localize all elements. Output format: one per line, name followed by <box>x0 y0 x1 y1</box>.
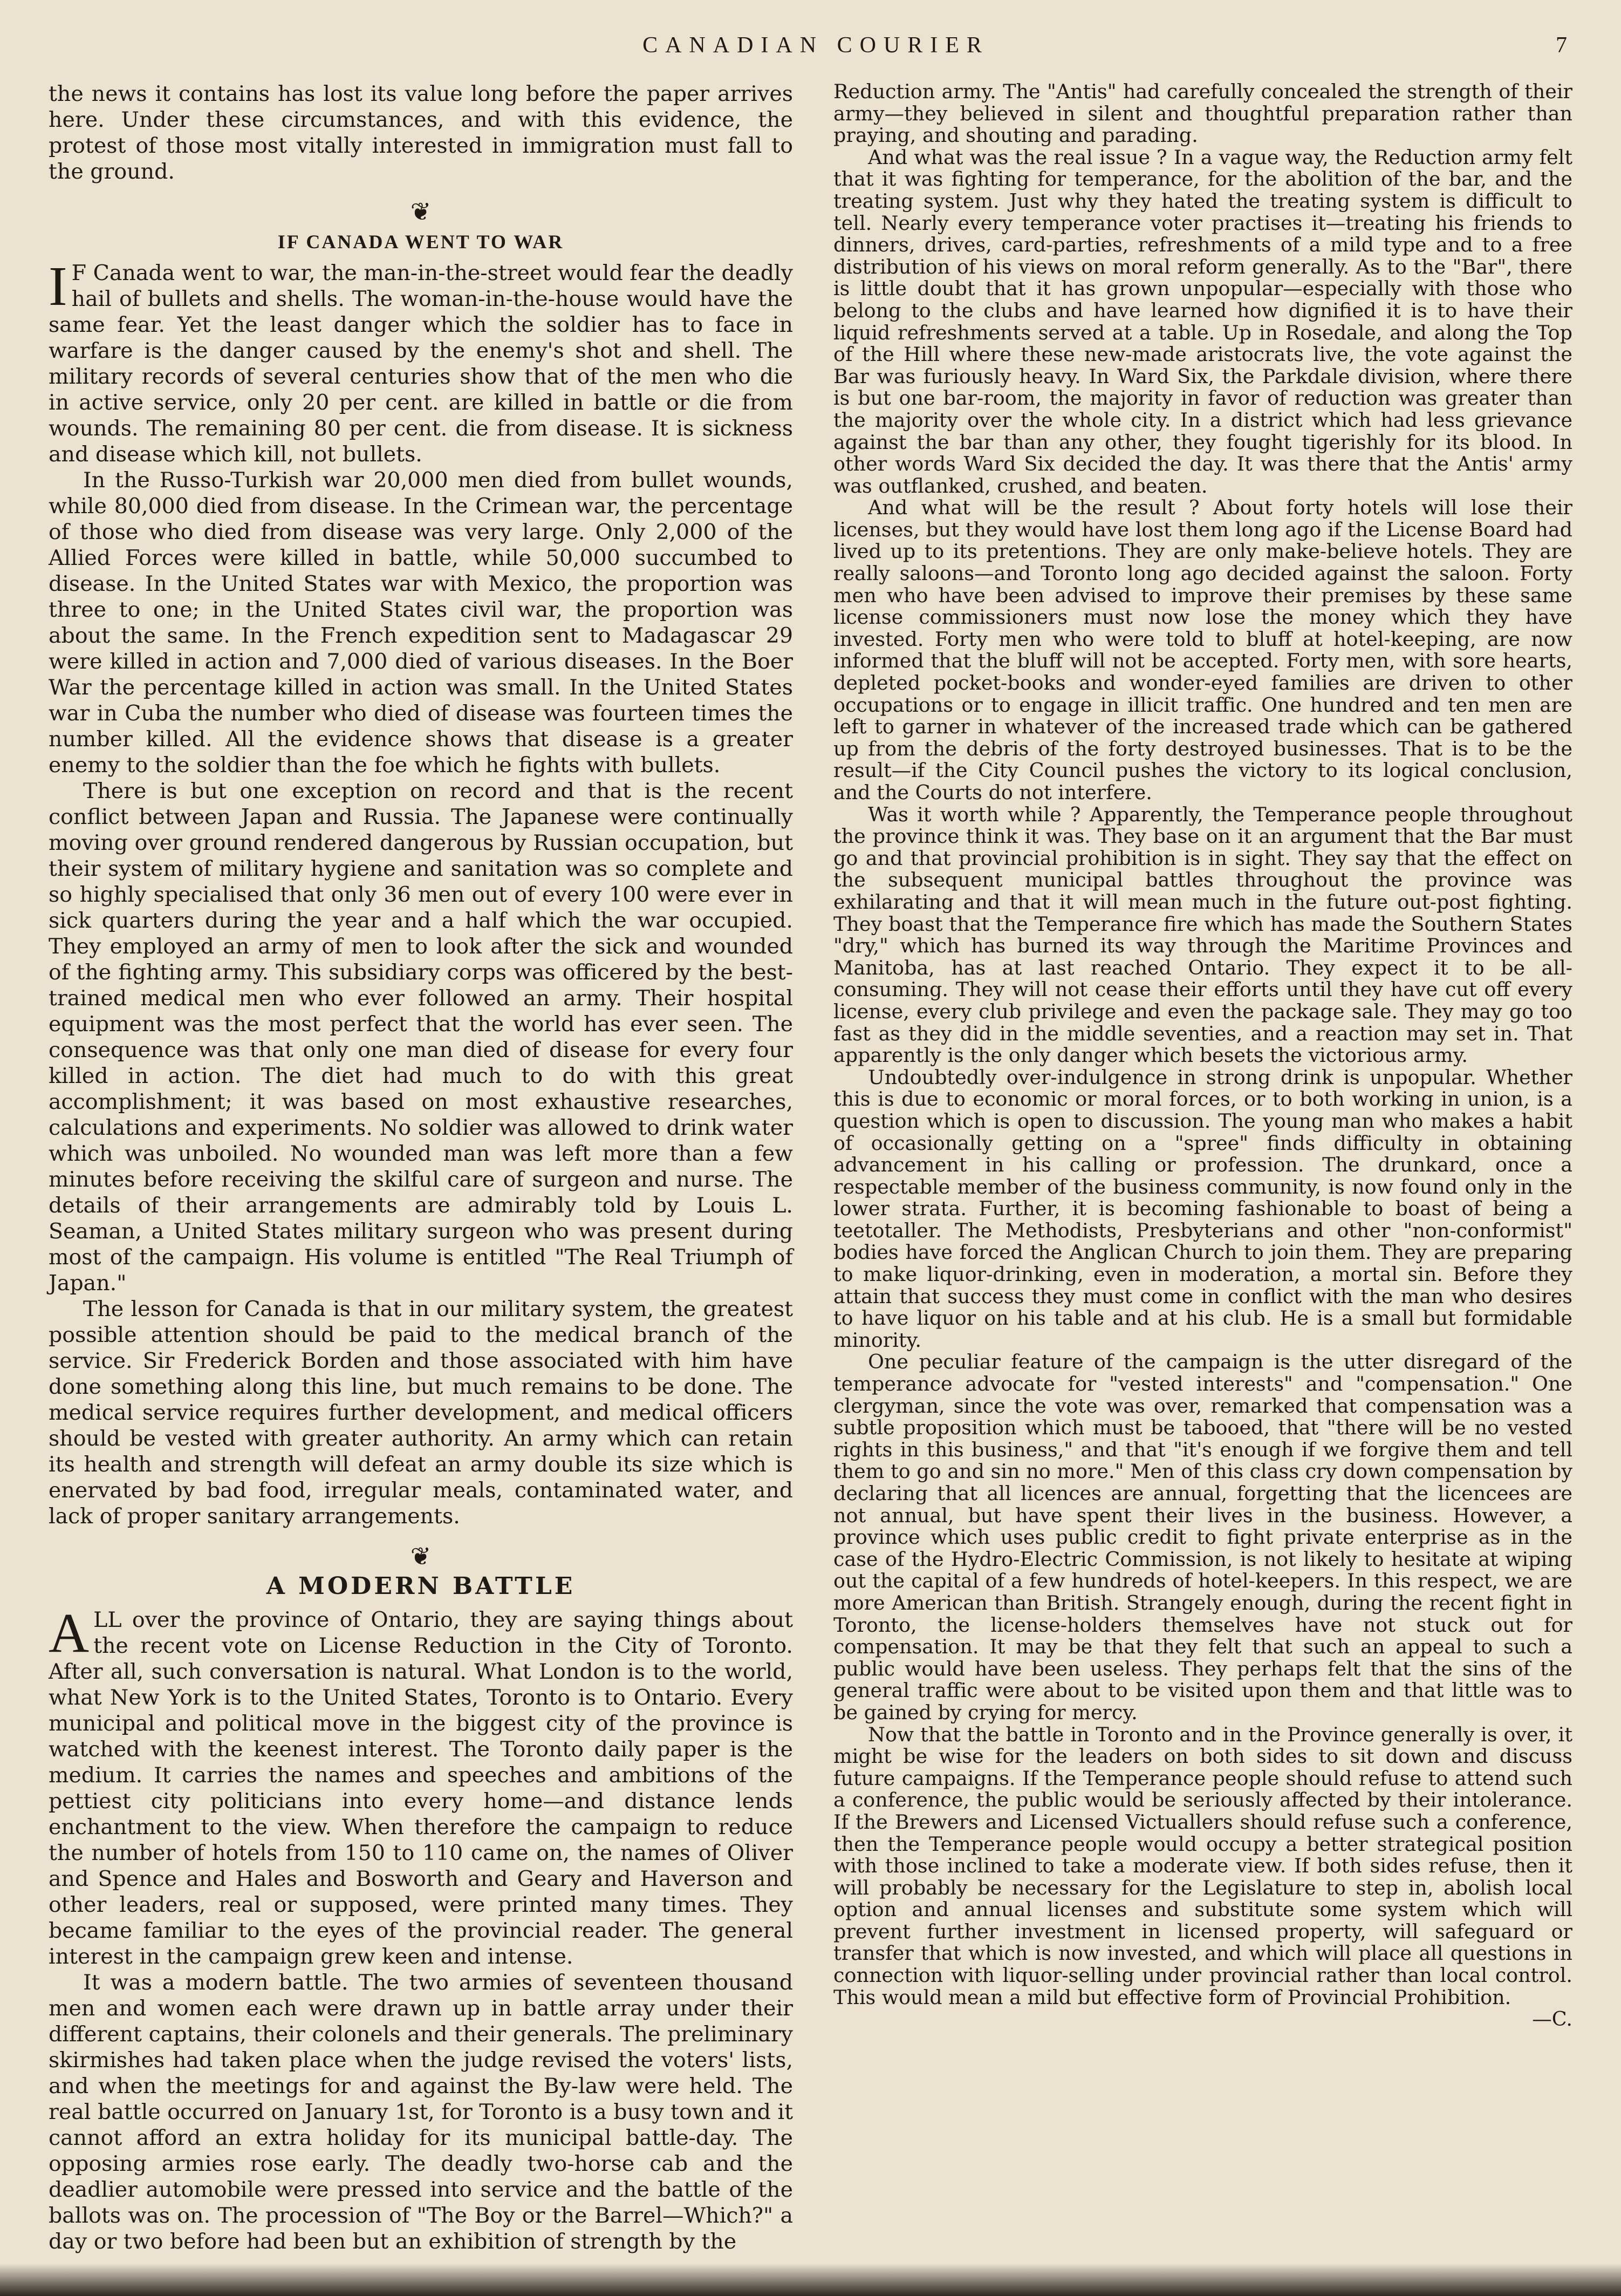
page-header <box>65 32 1567 70</box>
author-signature: —C. <box>1532 2007 1572 2031</box>
drop-cap: I <box>49 255 67 317</box>
page-number: 7 <box>1556 33 1567 58</box>
drop-cap: A <box>49 1602 90 1664</box>
paragraph: Was it worth while ? Apparently, the Temperance people throughout the province think it was. They base on it an argument that the Bar must go and that provincial prohibition is in sight. They say that the effect on the subsequent municipal battles throughout the province was exhilarating and that it will mean much in the future out-post fighting. They boast that the Temperance fire which has made the Southern States "dry," which has burned its way through the Maritime Provinces and Manitoba, has at last reached Ontario. They expect it to be all-consuming. They will not cease their efforts until they have cut off every license, every club privilege and even the package sale. They may go too fast as they did in the middle seventies, and a reaction may set in. That apparently is the only danger which besets the victorious army. <box>833 802 1572 1067</box>
paragraph: There is but one exception on record and that is the recent conflict between Japan and Russia. The Japanese were continually moving over ground rendered dangerous by Russian occupation, but their system of military hygiene and sanitation was so complete and so highly specialised that only 36 men out of every 100 were ever in sick quarters during the year and a half which the war occupied. They employed an army of men to look after the sick and wounded of the fighting army. This subsidiary corps was officered by the best-trained medical men who ever followed an army. Their hospital equipment was the most perfect that the world has ever seen. The consequence was that only one man died of disease for every four killed in action. The diet had much to do with this great accomplishment; it was based on most exhaustive researches, calculations and experiments. No soldier was allowed to drink water which was unboiled. No wounded man was left more than a few minutes before receiving the skilful care of surgeon and nurse. The details of their arrangements are admirably told by Louis L. Seaman, a United States military surgeon who was present during most of the campaign. His volume is entitled "The Real Triumph of Japan." <box>49 779 793 1296</box>
section-title-war: IF CANADA WENT TO WAR <box>277 231 564 253</box>
paragraph: Reduction army. The "Antis" had carefully concealed the strength of their army—they believed in silent and thoughtful preparation rather than praying, and shouting and parading. <box>833 80 1572 147</box>
paragraph: It was a modern battle. The two armies of seventeen thousand men and women each were drawn up in battle array under their different captains, their colonels and their generals. The preliminary skirmishes had taken place when the judge revised the voters' lists, and when the meetings for and against the By-law were held. The real battle occurred on January 1st, for Toronto is a busy town and it cannot afford an extra holiday for its municipal battle-day. The opposing armies rose early. The deadly two-horse cab and the deadlier automobile were pressed into service and the battle of the ballots was on. The procession of "The Boy or the Barrel—Which?" a day or two before had been but an exhibition of strength by the <box>49 1970 793 2254</box>
ornament-icon: ❦ <box>410 197 432 226</box>
right-column <box>833 81 1572 2239</box>
carryover-paragraph: the news it contains has lost its value long before the paper arrives here. Under these circumstances, and with this evidence, the protest of those most vitally interested in immigration must fall to the ground. <box>49 81 793 184</box>
paragraph: Now that the battle in Toronto and in the Province generally is over, it might be wise for the leaders on both sides to sit down and discuss future campaigns. If the Temperance people should refuse to attend such a conference, the public would be seriously affected by their intolerance. If the Brewers and Licensed Victuallers should refuse such a conference, then the Temperance people would occupy a better strategical position with those inclined to take a moderate view. If both sides refuse, then it will probably be necessary for the Legislature to step in, abolish local option and annual licenses and substitute some system which will prevent further investment in licensed property, will safeguard or transfer that which is now invested, and which will place all questions in connection with liquor-selling under provincial rather than local control. This would mean a mild but effective form of Provincial Prohibition. <box>833 1722 1572 2009</box>
magazine-title: CANADIAN COURIER <box>642 33 989 58</box>
paragraph-text: LL over the province of Ontario, they are saying things about the recent vote on License Reduction in the City of Toronto. After all, such conversation is natural. What London is to the world, what New York is to the United States, Toronto is to Ontario. Every municipal and political move in the biggest city of the province is watched with the keenest interest. The Toronto daily paper is the medium. It carries the names and speeches and ambitions of the pettiest city politicians into every home—and distance lends enchantment to the view. When therefore the campaign to reduce the number of hotels from 150 to 110 came on, the names of Oliver and Spence and Hales and Bosworth and Geary and Haverson and other leaders, real or supposed, were printed many times. They became familiar to the eyes of the provincial reader. The general interest in the campaign grew keen and intense. <box>49 1607 793 1969</box>
paragraph: The lesson for Canada is that in our military system, the greatest possible attention should be paid to the medical branch of the service. Sir Frederick Borden and those associated with him have done something along this line, but much remains to be done. The medical service requires further development, and medical officers should be vested with greater authority. An army which can retain its health and strength will defeat an army double its size which is enervated by bad food, irregular meals, contaminated water, and lack of proper sanitary arrangements. <box>49 1297 793 1529</box>
ornament-icon: ❦ <box>410 1542 432 1571</box>
paragraph-text: F Canada went to war, the man-in-the-street would fear the deadly hail of bullets and shells. The woman-in-the-house would have the same fear. Yet the least danger which the soldier has to face in warfare is the danger caused by the enemy's shot and shell. The military records of several centuries show that of the men who die in active service, only 20 per cent. are killed in battle or die from wounds. The remaining 80 per cent. die from disease. It is sickness and disease which kill, not bullets. <box>49 261 793 467</box>
paragraph: In the Russo-Turkish war 20,000 men died from bullet wounds, while 80,000 died from disease. In the Crimean war, the percentage of those who died from disease was very large. Only 2,000 of the Allied Forces were killed in battle, while 50,000 succumbed to disease. In the United States war with Mexico, the proportion was three to one; in the United States civil war, the proportion was about the same. In the French expedition sent to Madagascar 29 were killed in action and 7,000 died of various diseases. In the Boer War the percentage killed in action was small. In the United States war in Cuba the number who died of disease was fourteen times the number killed. All the evidence shows that disease is a greater enemy to the soldier than the foe which he fights with bullets. <box>49 468 793 778</box>
paragraph <box>49 1602 793 1970</box>
paragraph <box>49 255 793 467</box>
paragraph: And what will be the result ? About forty hotels will lose their licenses, but they would have lost them long ago if the License Board had lived up to its pretentions. They are only make-believe hotels. They are really saloons—and Toronto long ago decided against the saloon. Forty men who have been advised to improve their premises by these same license commissioners must now lose the money which they have invested. Forty men who were told to bluff at hotel-keeping, are now informed that the bluff will not be accepted. Forty men, with sore hearts, depleted pocket-books and wonder-eyed families are driven to other occupations or to engage in illicit traffic. One hundred and ten men are left to garner in whatever of the increased trade which can be gathered up from the debris of the forty destroyed businesses. That is to be the result—if the City Council pushes the victory to its logical conclusion, and the Courts do not interfere. <box>833 496 1572 804</box>
left-column <box>49 81 793 2254</box>
paragraph: One peculiar feature of the campaign is the utter disregard of the temperance advocate for "vested interests" and "compensation." One clergyman, since the vote was over, remarked that compensation was a subtle proposition which must be tabooed, that "there will be no vested rights in this business," and that "it's enough if we forgive them and tell them to go and sin no more." Men of this class cry down compensation by declaring that all licences are annual, forgetting that the licencees are not annual, but have spent their lives in the business. However, a province which uses public credit to fight private enterprise as in the case of the Hydro-Electric Commission, is not likely to hesitate at wiping out the capital of a few hundreds of hotel-keepers. In this respect, we are more American than British. Strangely enough, during the recent fight in Toronto, the license-holders themselves have not stuck out for compensation. It may be that they felt that such an appeal to such a public would have been useless. They perhaps felt that the sins of the general traffic were about to be visited upon them and that little was to be gained by crying for mercy. <box>833 1350 1572 1724</box>
paragraph: Undoubtedly over-indulgence in strong drink is unpopular. Whether this is due to economic or moral forces, or to both working in union, is a question which is open to discussion. The young man who makes a habit of occasionally getting on a "spree" finds difficulty in obtaining advancement in his calling or profession. The drunkard, once a respectable member of the business community, is now found only in the lower strata. Further, it is becoming fashionable to boast of being a teetotaller. The Methodists, Presbyterians and other "non-conformist" bodies have forced the Anglican Church to join them. They are preparing to make liquor-drinking, even in moderation, a mortal sin. Before they attain that success they must come in conflict with the man who desires to have liquor on his table and at his club. He is a small but formidable minority. <box>833 1065 1572 1352</box>
section-title-battle: A MODERN BATTLE <box>266 1572 576 1600</box>
paragraph: And what was the real issue ? In a vague way, the Reduction army felt that it was fighting for temperance, for the abolition of the bar, and the treating system. Just why they hated the treating system is difficult to tell. Nearly every temperance voter practises it—treating his friends to dinners, drives, card-parties, refreshments of a mild type and to a free distribution of his views on moral reform generally. As to the "Bar", there is little doubt that it has grown unpopular—especially with those who belong to the clubs and have learned how dignified it is to have their liquid refreshments served at a table. Up in Rosedale, and along the Top of the Hill where these new-made aristocrats live, the vote against the Bar was furiously heavy. In Ward Six, the Parkdale division, where there is but one bar-room, the majority in favor of reduction was greater than the majority over the whole city. In a district which had less grievance against the bar than any other, they fought tigerishly for its blood. In other words Ward Six decided the day. It was there that the Antis' army was outflanked, crushed, and beaten. <box>833 145 1572 498</box>
